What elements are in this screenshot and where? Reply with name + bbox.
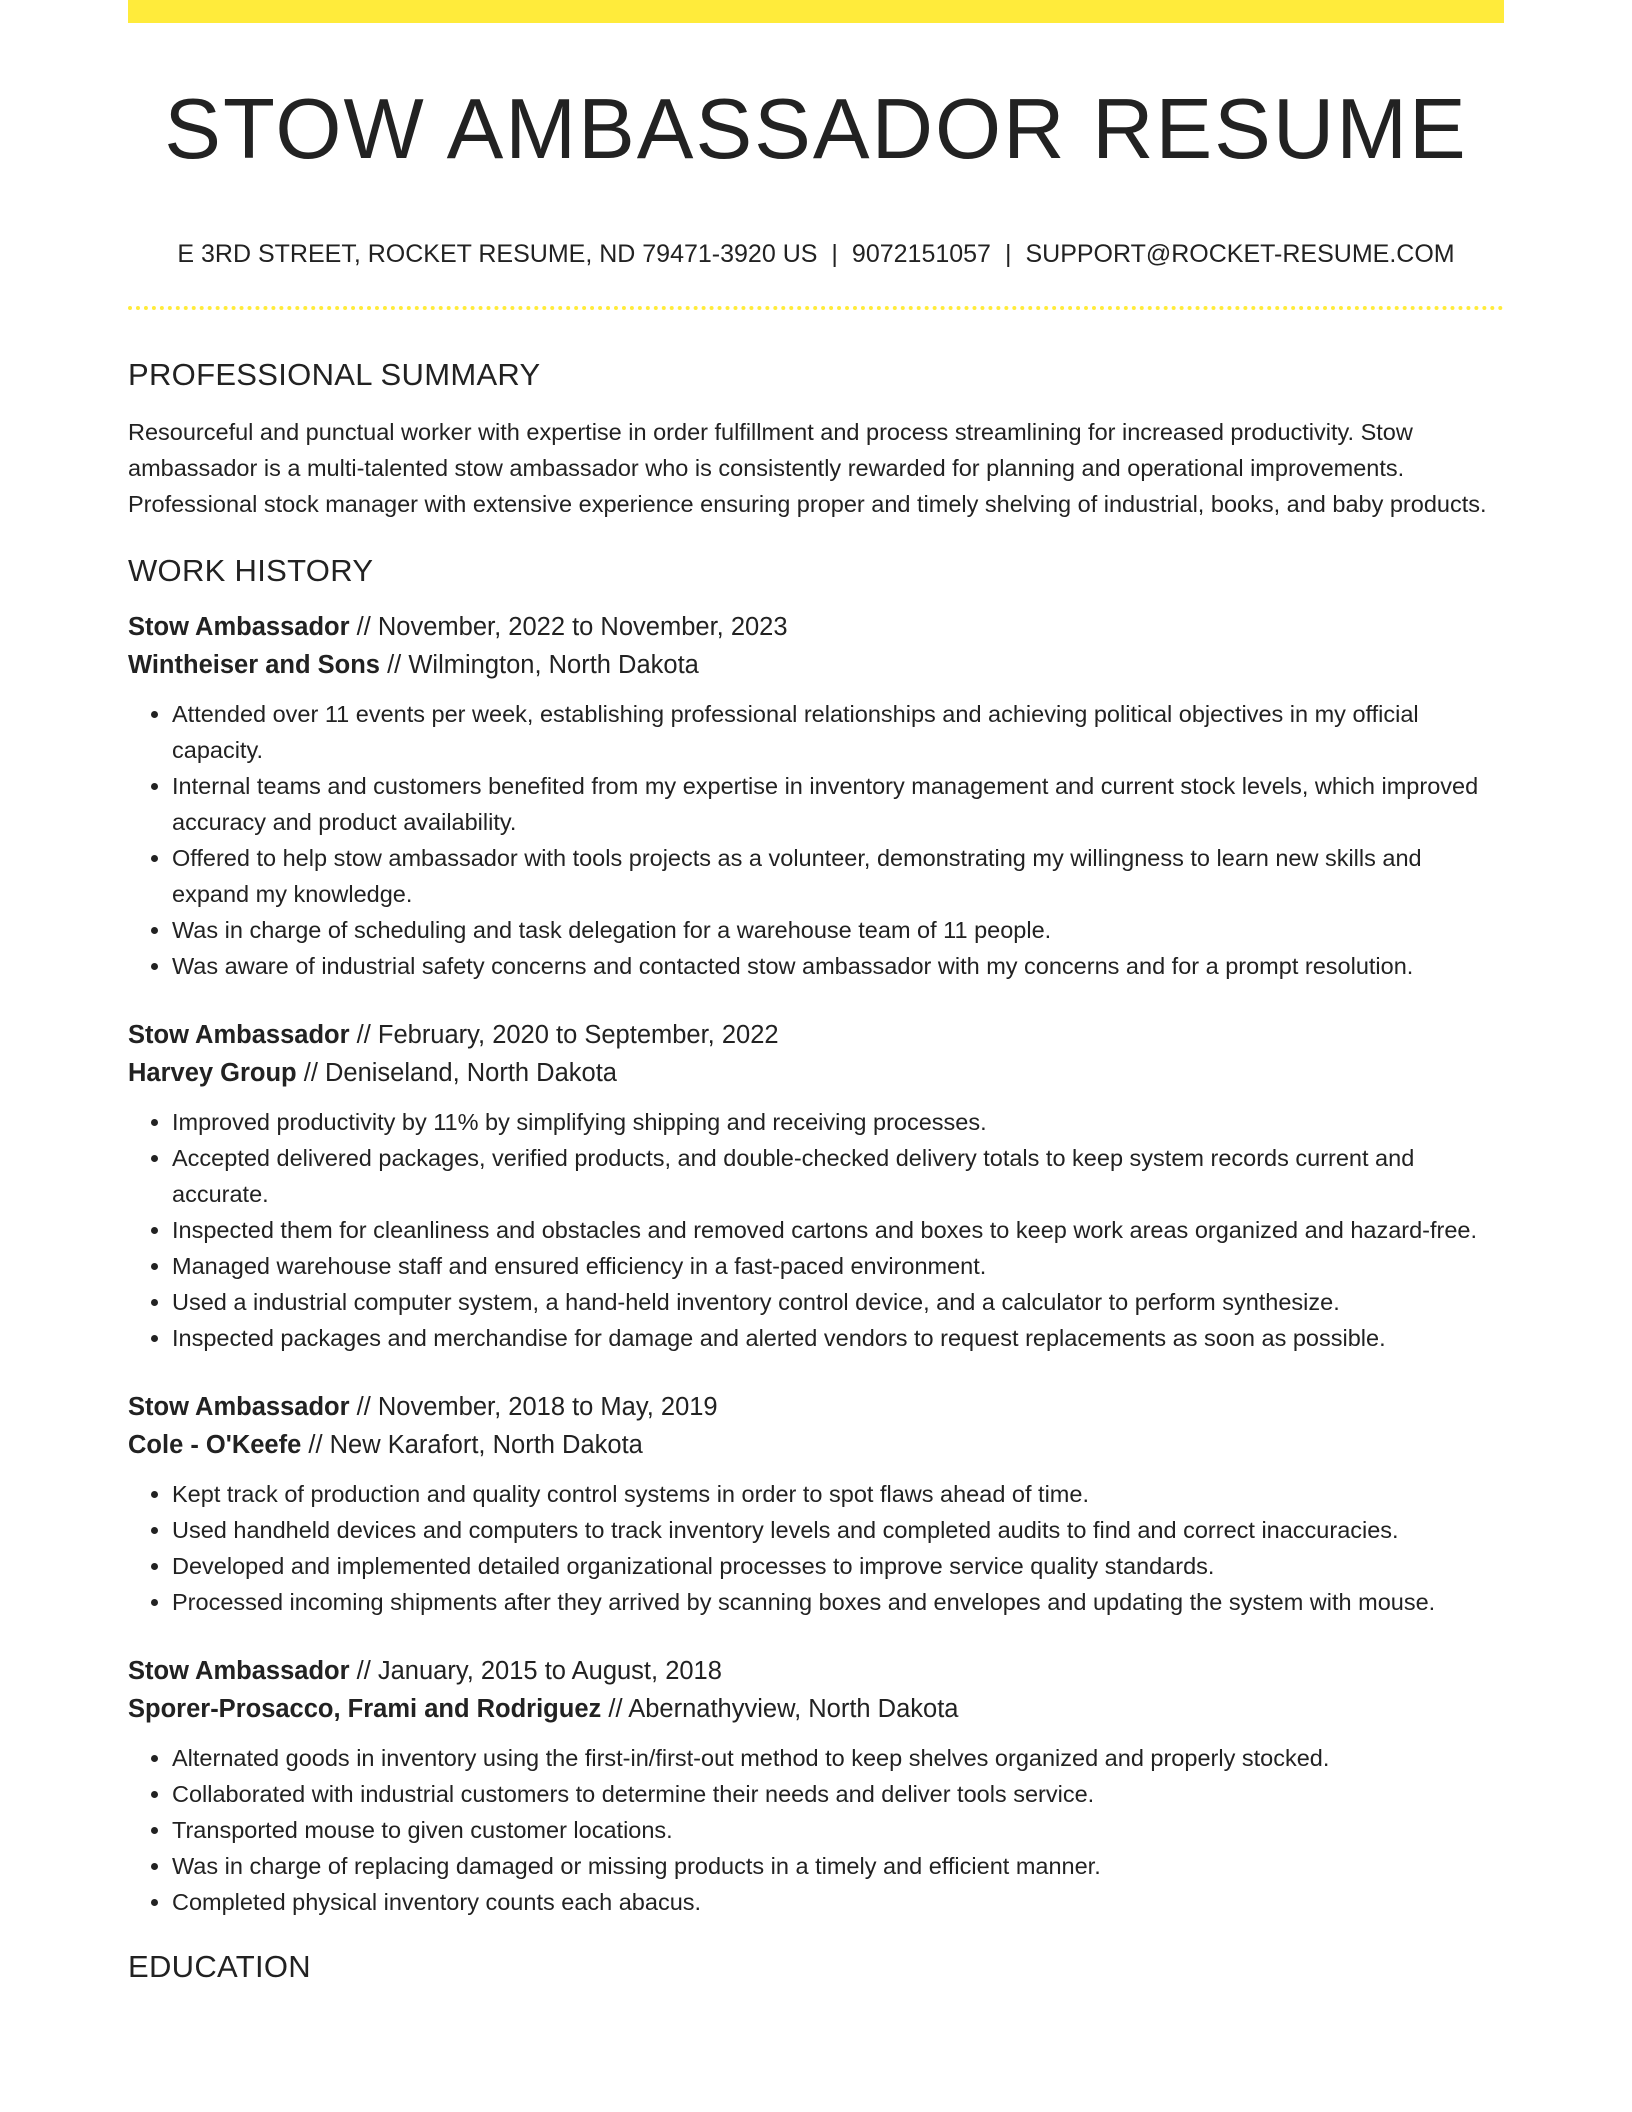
job-bullet: • Inspected them for cleanliness and obstacles and removed cartons and boxes to keep work areas organized and hazard-free. [172,1212,1504,1248]
job-bullet: • Was in charge of scheduling and task delegation for a warehouse team of 11 people. [172,912,1504,948]
job-bullet: • Managed warehouse staff and ensured efficiency in a fast-paced environment. [172,1248,1504,1284]
job-company: Wintheiser and Sons [128,651,380,679]
job-company: Cole - O'Keefe [128,1431,302,1459]
job-title-line [128,1388,1504,1426]
contact-separator: | [1004,240,1012,268]
job-title: Stow Ambassador [128,1021,350,1049]
work-history-list [128,608,1504,1920]
contact-separator: | [831,240,838,268]
job-bullet: • Used handheld devices and computers to track inventory levels and completed audits to find and correct inaccuracies. [172,1512,1504,1548]
job-bullet: • Transported mouse to given customer locations. [172,1812,1504,1848]
job-entry [128,608,1504,984]
job-title-line [128,1652,1504,1690]
job-bullet: • Used a industrial computer system, a hand-held inventory control device, and a calculator to perform synthesize. [172,1284,1504,1320]
job-entry [128,1016,1504,1356]
job-location: // Wilmington, North Dakota [387,651,699,679]
job-bullet: • Processed incoming shipments after they arrived by scanning boxes and envelopes and updating the system with mouse. [172,1584,1504,1620]
resume-content [128,354,1504,1988]
job-bullet: • Collaborated with industrial customers to determine their needs and deliver tools service. [172,1776,1504,1812]
job-bullet: • Completed physical inventory counts each abacus. [172,1884,1504,1920]
job-location: // Deniseland, North Dakota [303,1059,617,1087]
job-title-line [128,608,1504,646]
job-bullet: • Improved productivity by 11% by simplifying shipping and receiving processes. [172,1104,1504,1140]
job-company-line [128,646,1504,684]
job-location: // New Karafort, North Dakota [308,1431,643,1459]
job-dates: // January, 2015 to August, 2018 [356,1657,722,1685]
job-bullet: • Kept track of production and quality control systems in order to spot flaws ahead of time. [172,1476,1504,1512]
job-bullet: • Was aware of industrial safety concerns and contacted stow ambassador with my concerns and for a prompt resolution. [172,948,1504,984]
job-title-line [128,1016,1504,1054]
job-company-line [128,1426,1504,1464]
job-bullet: • Accepted delivered packages, verified products, and double-checked delivery totals to keep system records current and accurate. [172,1140,1504,1212]
job-company-line [128,1690,1504,1728]
job-bullet-list [128,696,1504,984]
job-dates: // November, 2022 to November, 2023 [356,613,788,641]
resume-title: STOW AMBASSADOR RESUME [164,82,1468,177]
contact-email[interactable]: SUPPORT@ROCKET-RESUME.COM [1025,240,1455,268]
job-bullet: • Inspected packages and merchandise for damage and alerted vendors to request replacements as soon as possible. [172,1320,1504,1356]
contact-address: E 3RD STREET, ROCKET RESUME, ND 79471-3920 US [177,240,818,268]
dotted-divider [128,306,1504,310]
contact-line [128,236,1504,272]
job-bullet: • Internal teams and customers benefited from my expertise in inventory management and current stock levels, which improved accuracy and product availability. [172,768,1504,840]
work-history-heading: WORK HISTORY [128,553,374,588]
job-bullet-list [128,1476,1504,1620]
contact-phone[interactable]: 9072151057 [851,240,991,268]
job-bullet: • Was in charge of replacing damaged or missing products in a timely and efficient manner. [172,1848,1504,1884]
job-entry [128,1652,1504,1920]
job-company-line [128,1054,1504,1092]
job-bullet: • Alternated goods in inventory using the first-in/first-out method to keep shelves organized and properly stocked. [172,1740,1504,1776]
summary-text: Resourceful and punctual worker with expertise in order fulfillment and process streamlining for increased productivity. Stow ambassador is a multi-talented stow ambassador who is consistently rewarded for planning and operational improvements. Professional stock manager with extensive experience ensuring proper and timely shelving of industrial, books, and baby products. [128,419,1487,517]
job-entry [128,1388,1504,1620]
job-dates: // November, 2018 to May, 2019 [356,1393,718,1421]
education-heading: EDUCATION [128,1949,311,1984]
top-accent-bar [128,0,1504,23]
job-bullet-list [128,1740,1504,1920]
summary-heading: PROFESSIONAL SUMMARY [128,357,541,392]
job-bullet: • Offered to help stow ambassador with tools projects as a volunteer, demonstrating my willingness to learn new skills and expand my knowledge. [172,840,1504,912]
job-bullet: • Developed and implemented detailed organizational processes to improve service quality standards. [172,1548,1504,1584]
job-title: Stow Ambassador [128,613,350,641]
job-dates: // February, 2020 to September, 2022 [356,1021,779,1049]
job-title: Stow Ambassador [128,1657,350,1685]
job-company: Sporer-Prosacco, Frami and Rodriguez [128,1695,602,1723]
job-title: Stow Ambassador [128,1393,350,1421]
job-bullet: • Attended over 11 events per week, establishing professional relationships and achieving political objectives in my official capacity. [172,696,1504,768]
job-bullet-list [128,1104,1504,1356]
job-company: Harvey Group [128,1059,297,1087]
job-location: // Abernathyview, North Dakota [608,1695,959,1723]
